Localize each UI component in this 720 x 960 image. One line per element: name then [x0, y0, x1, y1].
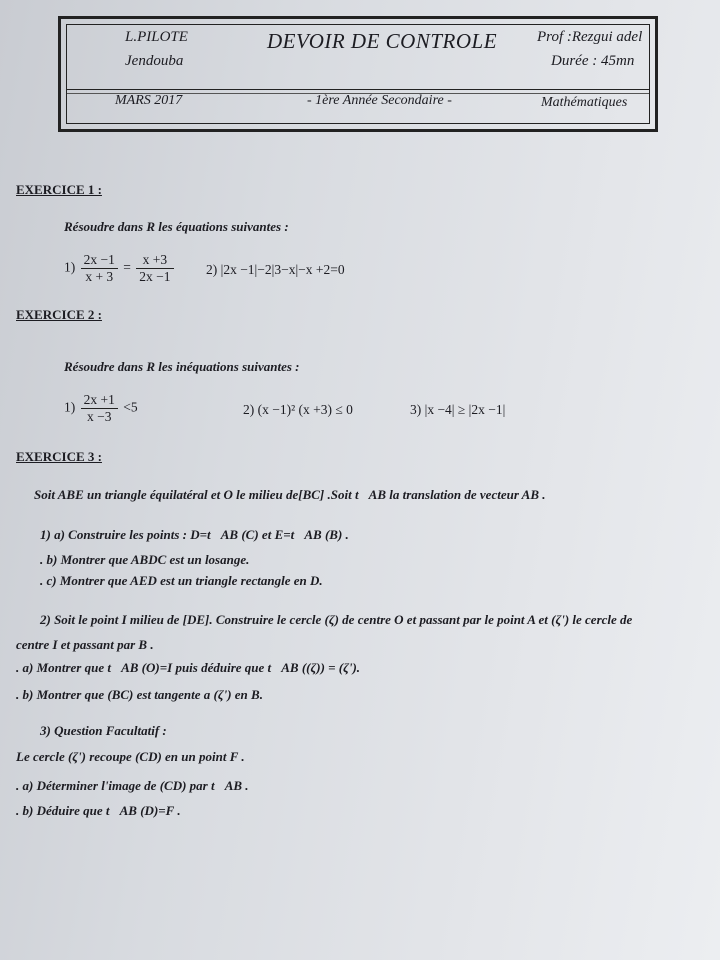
school-name: L.PILOTE [125, 29, 188, 45]
exercise-3-q1b: . b) Montrer que ABDC est un losange. [40, 552, 250, 567]
header-divider [67, 89, 649, 90]
header-box [58, 16, 658, 132]
exercise-2-title: EXERCICE 2 : [16, 307, 102, 322]
exercise-3-q3b: . b) Déduire que t⃗AB (D)=F . [16, 803, 181, 818]
exam-date: MARS 2017 [115, 93, 183, 108]
exercise-3-q2b: . b) Montrer que (BC) est tangente a (ζ') en B. [16, 687, 263, 702]
exercise-3-intro: Soit ABE un triangle équilatéral et O le milieu de[BC] .Soit t⃗AB la translation de vecteur AB . [34, 487, 546, 502]
fraction-right: $\frac{x +3}{2x -1}$ [136, 252, 173, 285]
exercise-1-question-2: 2) |2x −1|−2|3−x|−x +2=0 [206, 262, 345, 277]
exercise-1-statement: Résoudre dans R les équations suivantes : [64, 219, 289, 234]
city-name: Jendouba [125, 53, 184, 69]
teacher-name: Prof :Rezgui adel [537, 29, 643, 45]
exercise-2-question-1: 1) $\frac{2x +1}{x -3}$ <5 [64, 392, 138, 424]
exercise-2-question-2: 2) (x −1)² (x +3) ≤ 0 [243, 402, 353, 417]
exam-duration: Durée : 45mn [551, 53, 635, 69]
exercise-3-q2-line2: centre I et passant par B . [16, 637, 154, 652]
exercise-3-q1c: . c) Montrer que AED est un triangle rectangle en D. [40, 573, 323, 588]
class-level: - 1ère Année Secondaire - [307, 93, 452, 108]
exercise-3-q2-line1: 2) Soit le point I milieu de [DE]. Construire le cercle (ζ) de centre O et passant par le point A et (ζ') le cercle de [40, 612, 633, 627]
fraction-left: $\frac{2x -1}{x + 3}$ [81, 252, 118, 285]
exercise-2-statement: Résoudre dans R les inéquations suivantes : [64, 359, 300, 374]
exercise-3-q3-intro: Le cercle (ζ') recoupe (CD) en un point F . [16, 749, 245, 764]
exercise-1-title: EXERCICE 1 : [16, 182, 102, 197]
subject-name: Mathématiques [541, 95, 628, 110]
exercise-2-question-3: 3) |x −4| ≥ |2x −1| [410, 402, 506, 417]
exercise-3-q3a: . a) Déterminer l'image de (CD) par t⃗AB . [16, 778, 249, 793]
exercise-3-q1a: 1) a) Construire les points : D=t⃗AB (C) et E=t⃗AB (B) . [40, 527, 349, 542]
exercise-3-q2a: . a) Montrer que t⃗AB (O)=I puis déduire que t⃗AB ((ζ)) = (ζ'). [16, 660, 361, 675]
exercise-3-q3-title: 3) Question Facultatif : [40, 723, 167, 738]
exam-title: DEVOIR DE CONTROLE [267, 29, 498, 53]
fraction: $\frac{2x +1}{x -3}$ [81, 392, 118, 425]
exercise-1-question-1: 1) $\frac{2x -1}{x + 3}$ = $\frac{x +3}{2x -1}$ [64, 252, 176, 285]
exercise-3-title: EXERCICE 3 : [16, 449, 102, 464]
